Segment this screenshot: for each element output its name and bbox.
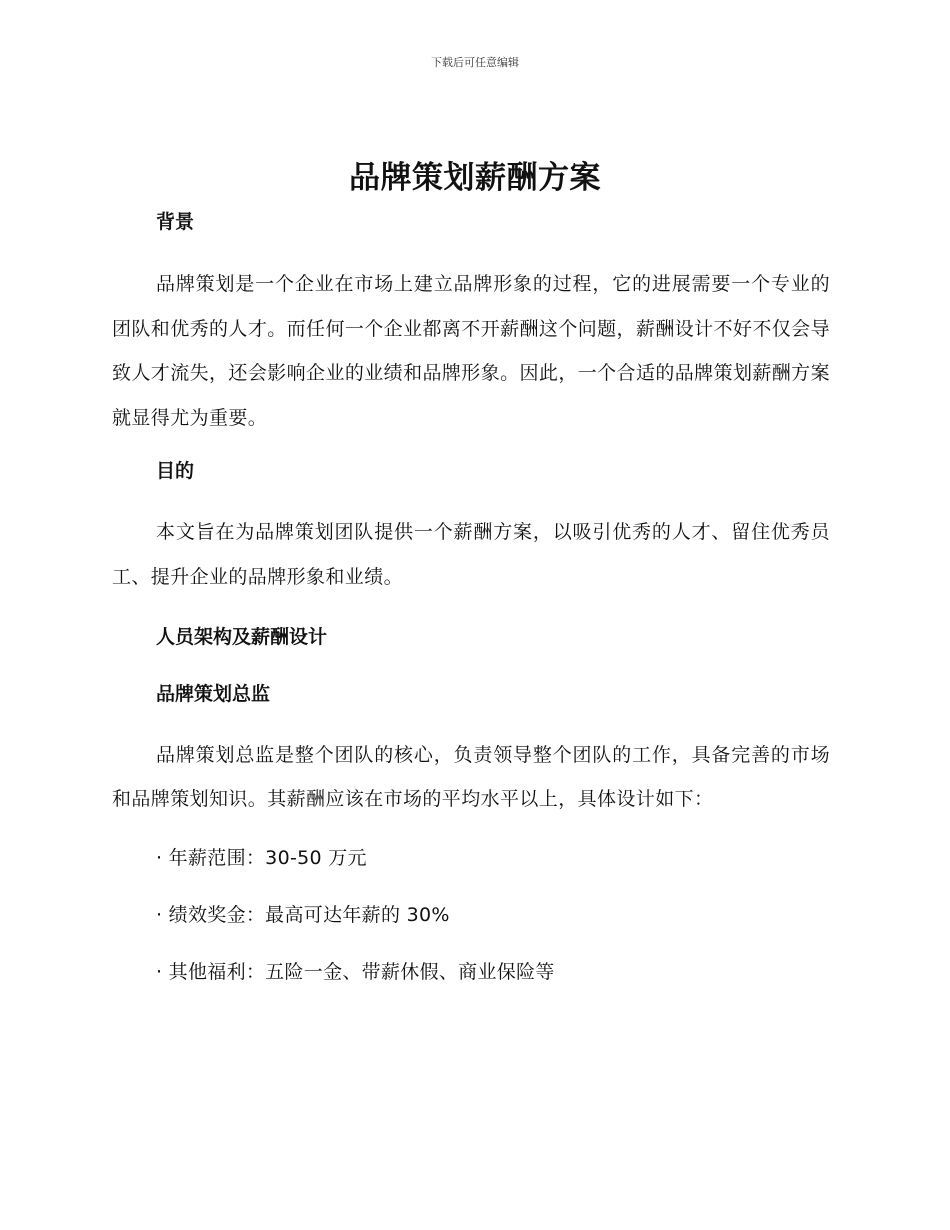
section-heading-purpose: 目的	[156, 460, 195, 483]
bullet-item-salary-range: · 年薪范围：30-50 万元	[156, 846, 367, 869]
bullet-item-performance-bonus: · 绩效奖金：最高可达年薪的 30%	[156, 903, 450, 926]
paragraph-purpose: 本文旨在为品牌策划团队提供一个薪酬方案，以吸引优秀的人才、留住优秀员工、提升企业的品牌形象和业绩。	[112, 521, 830, 588]
document-body	[112, 205, 830, 989]
section-heading-director: 品牌策划总监	[156, 682, 271, 705]
bullet-item-other-benefits: · 其他福利：五险一金、带薪休假、商业保险等	[156, 960, 555, 983]
section-heading-structure: 人员架构及薪酬设计	[156, 625, 328, 648]
document-title: 品牌策划薪酬方案	[349, 160, 601, 196]
section-heading-background: 背景	[156, 211, 195, 233]
paragraph-background: 品牌策划是一个企业在市场上建立品牌形象的过程，它的进展需要一个专业的团队和优秀的人才。而任何一个企业都离不开薪酬这个问题，薪酬设计不好不仅会导致人才流失，还会影响企业的业绩和品牌形象。因此，一个合适的品牌策划薪酬方案就显得尤为重要。	[112, 273, 830, 429]
paragraph-director: 品牌策划总监是整个团队的核心，负责领导整个团队的工作，具备完善的市场和品牌策划知识。其薪酬应该在市场的平均水平以上，具体设计如下：	[112, 743, 830, 811]
header-note: 下载后可任意编辑	[431, 56, 519, 69]
